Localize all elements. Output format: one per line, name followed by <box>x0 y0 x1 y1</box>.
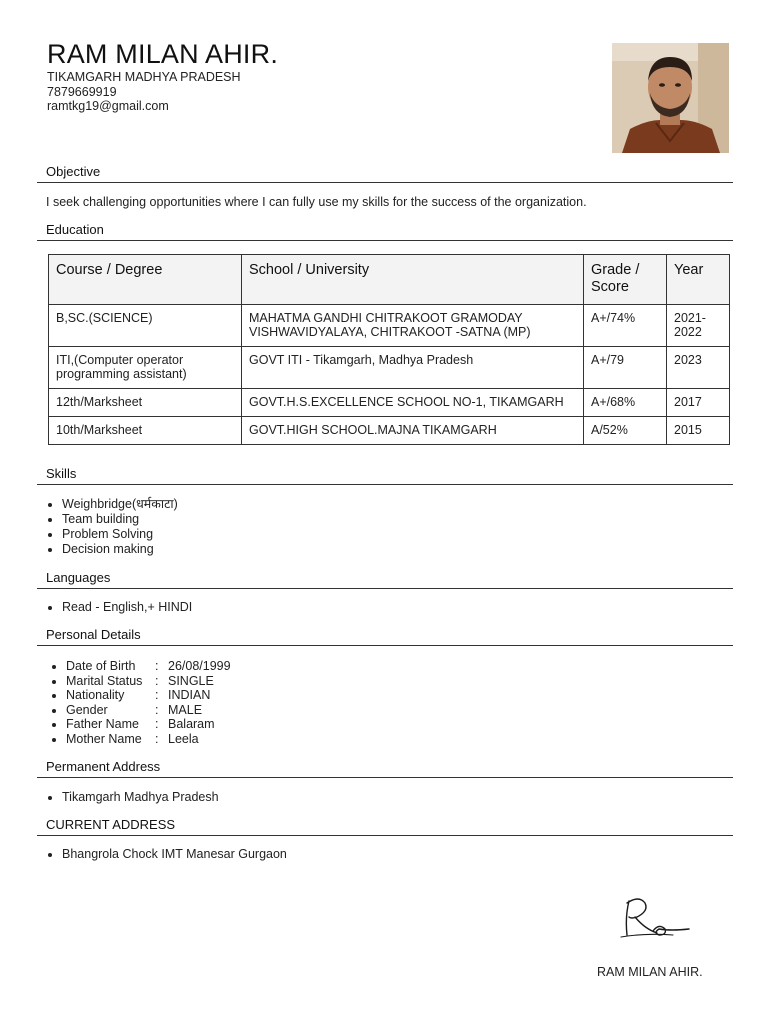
detail-value: 26/08/1999 <box>168 659 231 673</box>
year-cell: 2015 <box>667 417 730 445</box>
phone-text: 7879669919 <box>47 84 117 99</box>
grade-cell: A/52% <box>584 417 667 445</box>
detail-label: Mother Name <box>66 731 142 746</box>
objective-text: I seek challenging opportunities where I can fully use my skills for the success of the organization. <box>46 195 587 209</box>
grade-cell: A+/74% <box>584 305 667 347</box>
skills-heading: Skills <box>37 466 733 485</box>
course-cell: 12th/Marksheet <box>49 389 242 417</box>
detail-label: Father Name <box>66 717 139 732</box>
detail-label: Nationality <box>66 688 125 703</box>
personal-details-heading: Personal Details <box>37 627 733 646</box>
permanent-address-list <box>46 790 219 805</box>
signature-mark <box>615 893 695 945</box>
list-item: • Team building <box>62 512 178 527</box>
course-cell: B,SC.(SCIENCE) <box>49 305 242 347</box>
grade-cell: A+/79 <box>584 347 667 389</box>
detail-value: MALE <box>168 702 203 717</box>
detail-label: Date of Birth <box>66 659 136 673</box>
table-row <box>49 417 730 445</box>
list-item: • Tikamgarh Madhya Pradesh <box>62 790 219 805</box>
detail-label: Marital Status <box>66 673 143 688</box>
detail-value: Leela <box>168 731 199 746</box>
year-cell: 2021-2022 <box>667 305 730 347</box>
school-cell: GOVT ITI - Tikamgarh, Madhya Pradesh <box>242 347 584 389</box>
detail-item <box>66 703 231 718</box>
list-item: • Weighbridge(धर्मकाटा) <box>62 497 178 512</box>
detail-value: Balaram <box>168 717 215 732</box>
detail-label: Gender <box>66 702 108 717</box>
table-row <box>49 347 730 389</box>
course-cell: 10th/Marksheet <box>49 417 242 445</box>
detail-value: SINGLE <box>168 673 214 688</box>
detail-colon: : <box>155 731 159 746</box>
detail-colon: : <box>155 702 159 717</box>
personal-details-list <box>46 659 231 747</box>
languages-list <box>46 600 192 615</box>
education-header-row <box>49 255 730 305</box>
table-row <box>49 389 730 417</box>
detail-colon: : <box>155 688 159 703</box>
list-item: • Read - English,+ HINDI <box>62 600 192 615</box>
permanent-address-heading: Permanent Address <box>37 759 733 778</box>
list-item: • Problem Solving <box>62 527 178 542</box>
list-item: • Bhangrola Chock IMT Manesar Gurgaon <box>62 847 287 862</box>
column-header-grade: Grade / Score <box>584 255 667 305</box>
education-heading: Education <box>37 222 733 241</box>
detail-value: INDIAN <box>168 688 211 703</box>
school-cell: GOVT.HIGH SCHOOL.MAJNA TIKAMGARH <box>242 417 584 445</box>
location-text: TIKAMGARH MADHYA PRADESH <box>47 70 241 84</box>
detail-colon: : <box>155 659 159 673</box>
column-header-course: Course / Degree <box>49 255 242 305</box>
resume-header <box>47 38 587 114</box>
school-cell: GOVT.H.S.EXCELLENCE SCHOOL NO-1, TIKAMGARH <box>242 389 584 417</box>
profile-photo <box>612 43 729 153</box>
email-text: ramtkg19@gmail.com <box>47 99 169 113</box>
signature-name: RAM MILAN AHIR. <box>597 965 703 979</box>
candidate-name: RAM MILAN AHIR. <box>47 39 279 69</box>
current-address-list <box>46 847 287 862</box>
detail-colon: : <box>155 673 159 688</box>
column-header-year: Year <box>667 255 730 305</box>
education-table <box>48 254 730 445</box>
detail-item <box>66 659 231 674</box>
current-address-heading: CURRENT ADDRESS <box>37 817 733 836</box>
year-cell: 2023 <box>667 347 730 389</box>
year-cell: 2017 <box>667 389 730 417</box>
detail-colon: : <box>155 717 159 732</box>
detail-item <box>66 717 231 732</box>
detail-item <box>66 732 231 747</box>
detail-item <box>66 674 231 689</box>
languages-heading: Languages <box>37 570 733 589</box>
school-cell: MAHATMA GANDHI CHITRAKOOT GRAMODAY VISHWAVIDYALAYA, CHITRAKOOT -SATNA (MP) <box>242 305 584 347</box>
column-header-school: School / University <box>242 255 584 305</box>
list-item: • Decision making <box>62 542 178 557</box>
skills-list <box>46 497 178 557</box>
detail-item <box>66 688 231 703</box>
objective-heading: Objective <box>37 164 733 183</box>
table-row <box>49 305 730 347</box>
grade-cell: A+/68% <box>584 389 667 417</box>
course-cell: ITI,(Computer operator programming assistant) <box>49 347 242 389</box>
